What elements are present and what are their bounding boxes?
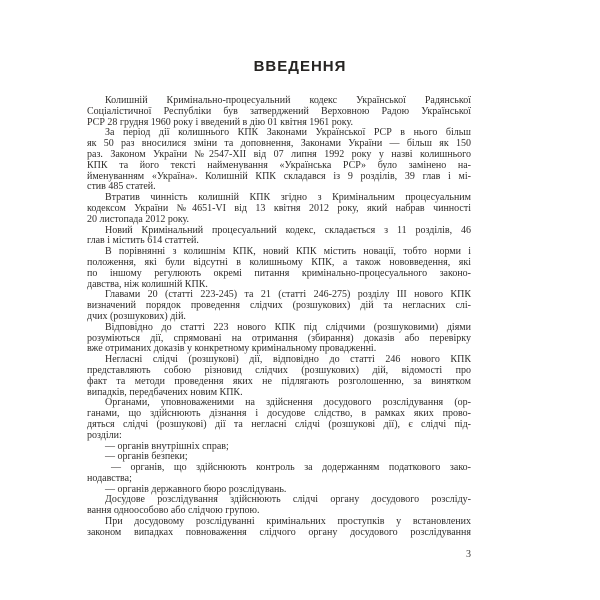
body-text (87, 96, 471, 539)
text-line: по іншому регулюють окремі питання кримінально-процесуального законо- (87, 267, 471, 279)
text-line: Соціалістичної Республіки був затверджений Верховною Радою Української (87, 105, 471, 117)
text-line: Колишній Кримінально-процесуальний кодекс Української Радянської (105, 95, 471, 106)
text-line: В порівнянні з колишнім КПК, новий КПК містить новації, тобто норми і (105, 246, 471, 258)
text-line: Досудове розслідування здійснюють слідчі органу досудового розсліду- (105, 494, 471, 506)
text-line: ганами, що здійснюють дізнання і досудове слідство, в рамках яких прово- (87, 408, 471, 420)
text-line: КПК та його тексті найменування «Українська РСР» було замінено на- (87, 159, 471, 171)
text-line: За період дії колишнього КПК Законами Української РСР в нього більш (105, 127, 471, 139)
text-line: як 50 раз вносилися зміни та доповнення, Законами України — більш як 150 (87, 138, 471, 150)
text-line: — органів внутрішніх справ; (105, 440, 229, 452)
text-line: представляють собою різновид слідчих (розшукових) дій, відомості про (87, 364, 471, 376)
text-line: Відповідно до статті 223 нового КПК під слідчими (розшуковими) діями (105, 321, 471, 333)
text-line: Новий Кримінальний процесуальний кодекс, складається з 11 розділів, 46 (105, 224, 471, 236)
text-line: Органами, уповноваженими на здійснення досудового розслідування (ор- (105, 397, 471, 409)
text-line: — органів державного бюро розслідувань. (105, 483, 287, 495)
text-line: Втратив чинність колишній КПК згідно з Кримінальним процесуальним (105, 192, 471, 204)
text-line: законом випадках повноваження слідчого органу досудового розслідування (87, 526, 471, 538)
text-line: стив 485 статей. (87, 181, 156, 193)
text-line: При досудовому розслідуванні кримінальних проступків у встановлених (105, 516, 471, 528)
text-line: йменуванням «Україна». Колишній КПК складався із 9 розділів, 39 глав і мі- (87, 170, 471, 182)
text-line: 20 листопада 2012 року. (87, 213, 190, 225)
text-line: факт та методи проведення яких не підлягають розголошенню, за винятком (87, 375, 471, 387)
text-line: дяться слідчі (розшукові) дії та негласні слідчі (розшукові дії), є слідчі під- (87, 418, 471, 430)
text-line: Главами 20 (статті 223-245) та 21 (статті 246-275) розділу III нового КПК (105, 289, 471, 301)
text-line: положення, які були відсутні в колишньому КПК, а також нововведення, які (87, 256, 471, 268)
page-title: ВВЕДЕННЯ (253, 58, 347, 75)
text-line: вання одноособово або слідчою групою. (87, 505, 260, 517)
text-line: випадків, передбачених новим КПК. (87, 386, 243, 398)
text-line: глав і містить 614 статтей. (87, 235, 199, 247)
text-line: РСР 28 грудня 1960 року і введений в дію 01 квітня 1961 року. (87, 116, 354, 128)
text-line: дчих (розшукових) дій. (87, 310, 186, 322)
text-line: Негласні слідчі (розшукові) дії, відповідно до статті 246 нового КПК (105, 354, 471, 366)
text-line: раз. Законом України №2547-XII від 07 липня 1992 року у назві колишнього (87, 148, 471, 160)
text-line: — органів безпеки; (105, 451, 188, 463)
text-line: давства, ніж колишній КПК. (87, 278, 208, 290)
text-line: визначений порядок проведення слідчих (розшукових) дій та негласних слі- (87, 300, 471, 312)
page-number: 3 (466, 549, 471, 560)
text-line: розуміються дії, спрямовані на отримання (збирання) доказів або перевірку (87, 332, 471, 344)
text-line: — органів, що здійснюють контроль за додержанням податкового зако- (111, 462, 471, 474)
text-line: нодавства; (87, 472, 132, 484)
text-line: розділи: (87, 429, 122, 441)
text-line: вже отриманих доказів у конкретному кримінальному провадженні. (87, 343, 377, 355)
text-line: кодексом України №4651-VI від 13 квітня 2012 року, який набрав чинності (87, 202, 471, 214)
